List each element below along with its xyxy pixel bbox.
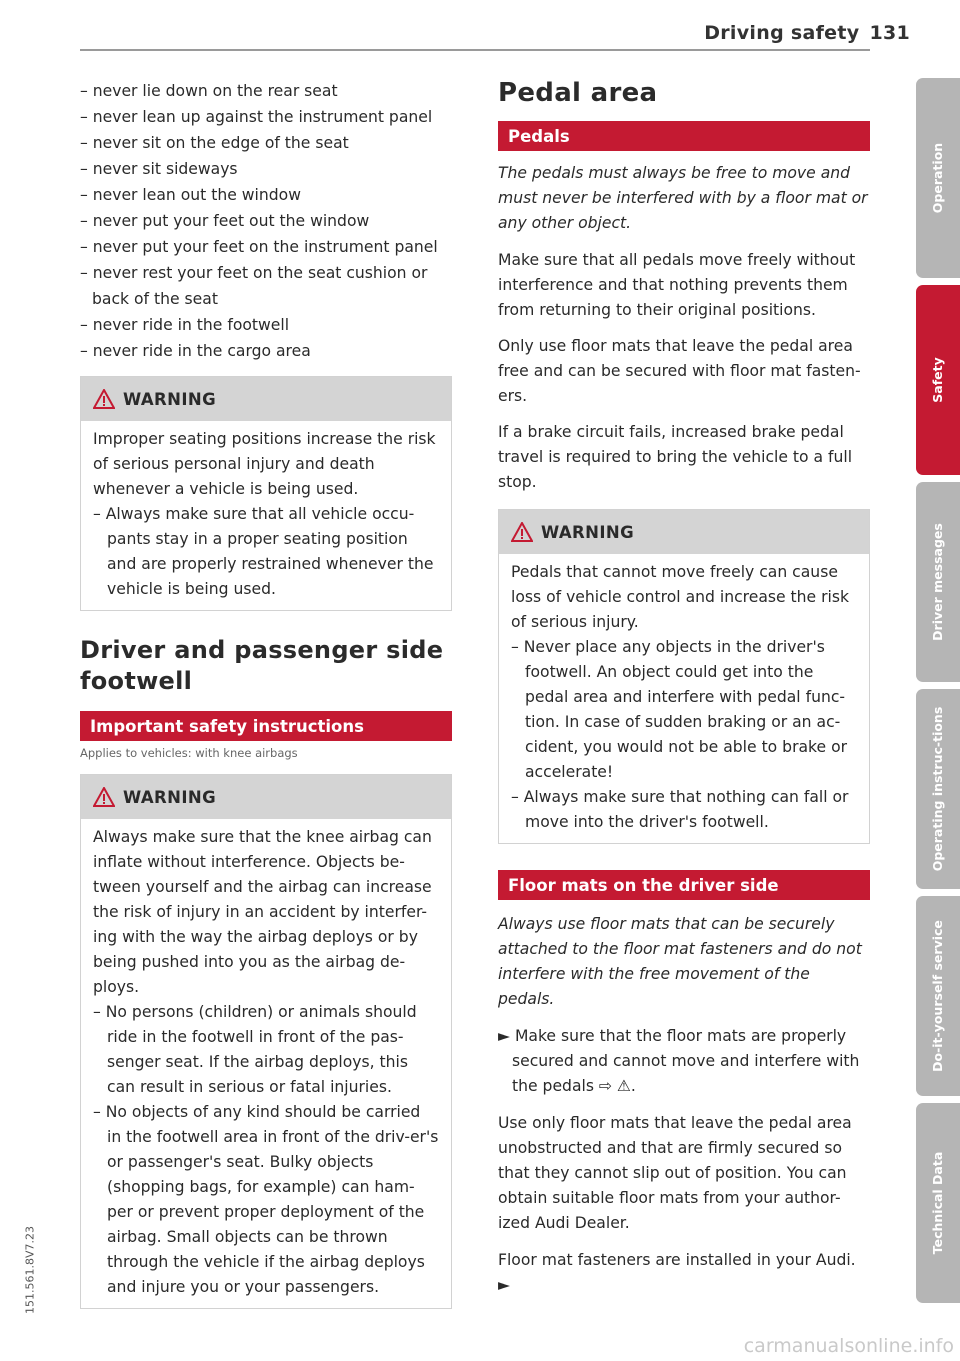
list-item: – never sit on the edge of the seat xyxy=(80,134,349,152)
tab-label: Operating instruc-tions xyxy=(930,706,945,872)
subsection-bar: Floor mats on the driver side xyxy=(498,870,870,900)
warning-triangle-icon xyxy=(511,522,533,542)
paragraph: If a brake circuit fails, increased brake pedal travel is required to bring the vehicle to a full stop. xyxy=(498,423,853,491)
warning-text: Improper seating positions increase the risk of serious personal injury and death whenever a vehicle is being used. xyxy=(93,430,436,498)
tab-label: Safety xyxy=(930,357,945,403)
tab-operating-instructions[interactable] xyxy=(916,689,960,889)
warning-text: Always make sure that the knee airbag can inflate without interference. Objects be-tween yourself and the airbag can increase the risk of injury in an accident by interfer-ing with the way the airbag deploys or by being pushed into you as the airbag de-ploys. xyxy=(93,828,432,996)
list-item: – never lean out the window xyxy=(80,186,301,204)
tab-label: Driver messages xyxy=(930,523,945,641)
warning-title: WARNING xyxy=(541,522,635,542)
paragraph: Use only floor mats that leave the pedal area unobstructed and that are firmly secured so that they cannot slip out of position. You can obtain suitable floor mats from your author-ized Audi Dealer. xyxy=(498,1114,852,1232)
warning-title: WARNING xyxy=(123,389,217,409)
warning-list xyxy=(511,635,857,835)
document-code: 151.561.8V7.23 xyxy=(23,1226,37,1314)
list-item: – never ride in the cargo area xyxy=(80,342,311,360)
chapter-tabs xyxy=(916,78,960,1310)
warning-body xyxy=(81,421,451,610)
warning-header xyxy=(499,510,869,554)
tab-do-it-yourself-service[interactable] xyxy=(916,896,960,1096)
warning-title: WARNING xyxy=(123,787,217,807)
warning-header xyxy=(81,775,451,819)
list-item: – Always make sure that nothing can fall or move into the driver's footwell. xyxy=(511,788,849,831)
list-item: – never rest your feet on the seat cushion or back of the seat xyxy=(80,264,428,308)
subsection-bar: Pedals xyxy=(498,121,870,151)
list-item: – Always make sure that all vehicle occu-pants stay in a proper seating position and are properly restrained whenever the vehicle is being used. xyxy=(93,505,434,598)
tab-safety[interactable] xyxy=(916,285,960,475)
list-item: – never lean up against the instrument panel xyxy=(80,108,433,126)
subsection-bar: Important safety instructions xyxy=(80,711,452,741)
tab-label: Do-it-yourself service xyxy=(930,920,945,1072)
tab-operation[interactable] xyxy=(916,78,960,278)
warning-body xyxy=(499,554,869,843)
left-column xyxy=(80,78,452,1309)
tab-label: Technical Data xyxy=(930,1151,945,1255)
applies-note: Applies to vehicles: with knee airbags xyxy=(80,746,298,760)
tab-label: Operation xyxy=(930,142,945,214)
knee-airbag-warning-box xyxy=(80,774,452,1309)
seating-warning-box xyxy=(80,376,452,611)
paragraph: Only use floor mats that leave the pedal area free and can be secured with floor mat fasten-ers. xyxy=(498,337,861,405)
list-item: – never put your feet out the window xyxy=(80,212,370,230)
section-heading: Driver and passenger side footwell xyxy=(80,636,444,695)
lead-text: Always use floor mats that can be securely attached to the floor mat fasteners and do not interfere with the free movement of the pedals. xyxy=(498,915,862,1008)
warning-triangle-icon xyxy=(93,389,115,409)
lead-text: The pedals must always be free to move and must never be interfered with by a floor mat or any other object. xyxy=(498,164,868,232)
watermark: carmanualsonline.info xyxy=(743,1335,954,1357)
list-item: – never ride in the footwell xyxy=(80,316,290,334)
page-header xyxy=(704,22,910,44)
pedal-warning-box xyxy=(498,509,870,844)
right-column xyxy=(498,78,870,1298)
warning-list xyxy=(93,502,439,602)
paragraph: Floor mat fasteners are installed in your Audi. ► xyxy=(498,1251,856,1294)
warning-body xyxy=(81,819,451,1308)
section-heading: Pedal area xyxy=(498,78,658,108)
warning-triangle-icon xyxy=(93,787,115,807)
list-item: – never lie down on the rear seat xyxy=(80,82,338,100)
list-item: – No persons (children) or animals should ride in the footwell in front of the pas-senger seat. If the airbag deploys, this can result in serious or fatal injuries. xyxy=(93,1003,417,1096)
instruction-step: ► Make sure that the floor mats are properly secured and cannot move and interfere with the pedals ⇨ ⚠. xyxy=(498,1027,860,1095)
list-item: – never put your feet on the instrument panel xyxy=(80,238,438,256)
list-item: – Never place any objects in the driver's footwell. An object could get into the pedal area and interfere with pedal func-tion. In case of sudden braking or an ac-cident, you would not be able to brake or accelerate! xyxy=(511,638,848,781)
list-item: – No objects of any kind should be carried in the footwell area in front of the driv-er's or passenger's seat. Bulky objects (shopping bags, for example) can ham-per or prevent proper deployment of the airbag. Small objects can be thrown through the vehicle if the airbag deploys and injure you or your passengers. xyxy=(93,1103,439,1296)
tab-technical-data[interactable] xyxy=(916,1103,960,1303)
seating-rules-list xyxy=(80,78,452,364)
list-item: – never sit sideways xyxy=(80,160,238,178)
warning-text: Pedals that cannot move freely can cause loss of vehicle control and increase the risk of serious injury. xyxy=(511,563,849,631)
warning-list xyxy=(93,1000,439,1300)
page-number: 131 xyxy=(869,22,910,44)
paragraph: Make sure that all pedals move freely without interference and that nothing prevents them from returning to their original positions. xyxy=(498,251,856,319)
tab-driver-messages[interactable] xyxy=(916,482,960,682)
header-rule xyxy=(80,49,870,51)
warning-header xyxy=(81,377,451,421)
section-title: Driving safety xyxy=(704,22,860,44)
